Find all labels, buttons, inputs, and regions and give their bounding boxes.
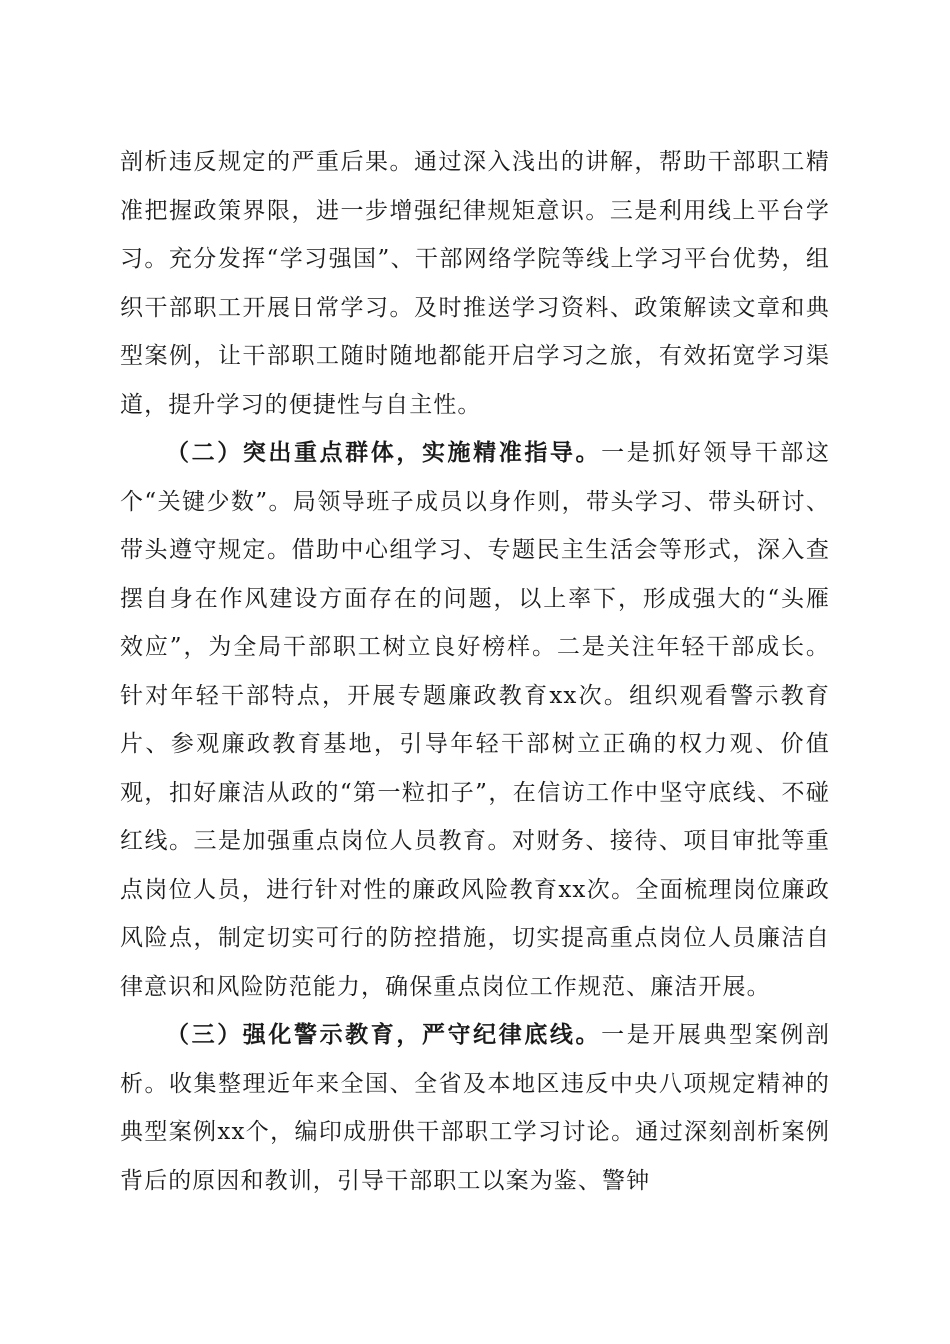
- paragraph-3-body: 一是开展典型案例剖析。收集整理近年来全国、全省及本地区违反中央八项规定精神的典型案例xx个，编印成册供干部职工学习讨论。通过深刻剖析案例背后的原因和教训，引导干部职工以案为鉴、警钟: [120, 1022, 831, 1194]
- paragraph-2-body: 一是抓好领导干部这个“关键少数”。局领导班子成员以身作则，带头学习、带头研讨、带头遵守规定。借助中心组学习、专题民主生活会等形式，深入查摆自身在作风建设方面存在的问题，以上率下，形成强大的“头雁效应”，为全局干部职工树立良好榜样。二是关注年轻干部成长。针对年轻干部特点，开展专题廉政教育xx次。组织观看警示教育片、参观廉政教育基地，引导年轻干部树立正确的权力观、价值观，扣好廉洁从政的“第一粒扣子”，在信访工作中坚守底线、不碰红线。三是加强重点岗位人员教育。对财务、接待、项目审批等重点岗位人员，进行针对性的廉政风险教育xx次。全面梳理岗位廉政风险点，制定切实可行的防控措施，切实提高重点岗位人员廉洁自律意识和风险防范能力，确保重点岗位工作规范、廉洁开展。: [120, 440, 831, 1000]
- section-heading-2: （二）突出重点群体，实施精准指导。: [166, 439, 602, 466]
- section-heading-3: （三）强化警示教育，严守纪律底线。: [166, 1021, 602, 1048]
- body-text: [120, 138, 830, 1205]
- paragraph-3: [120, 1011, 830, 1205]
- paragraph-2: [120, 429, 830, 1011]
- paragraph-1-body: 剖析违反规定的严重后果。通过深入浅出的讲解，帮助干部职工精准把握政策界限，进一步增强纪律规矩意识。三是利用线上平台学习。充分发挥“学习强国”、干部网络学院等线上学习平台优势，组织干部职工开展日常学习。及时推送学习资料、政策解读文章和典型案例，让干部职工随时随地都能开启学习之旅，有效拓宽学习渠道，提升学习的便捷性与自主性。: [120, 149, 830, 418]
- paragraph-1: [120, 138, 830, 429]
